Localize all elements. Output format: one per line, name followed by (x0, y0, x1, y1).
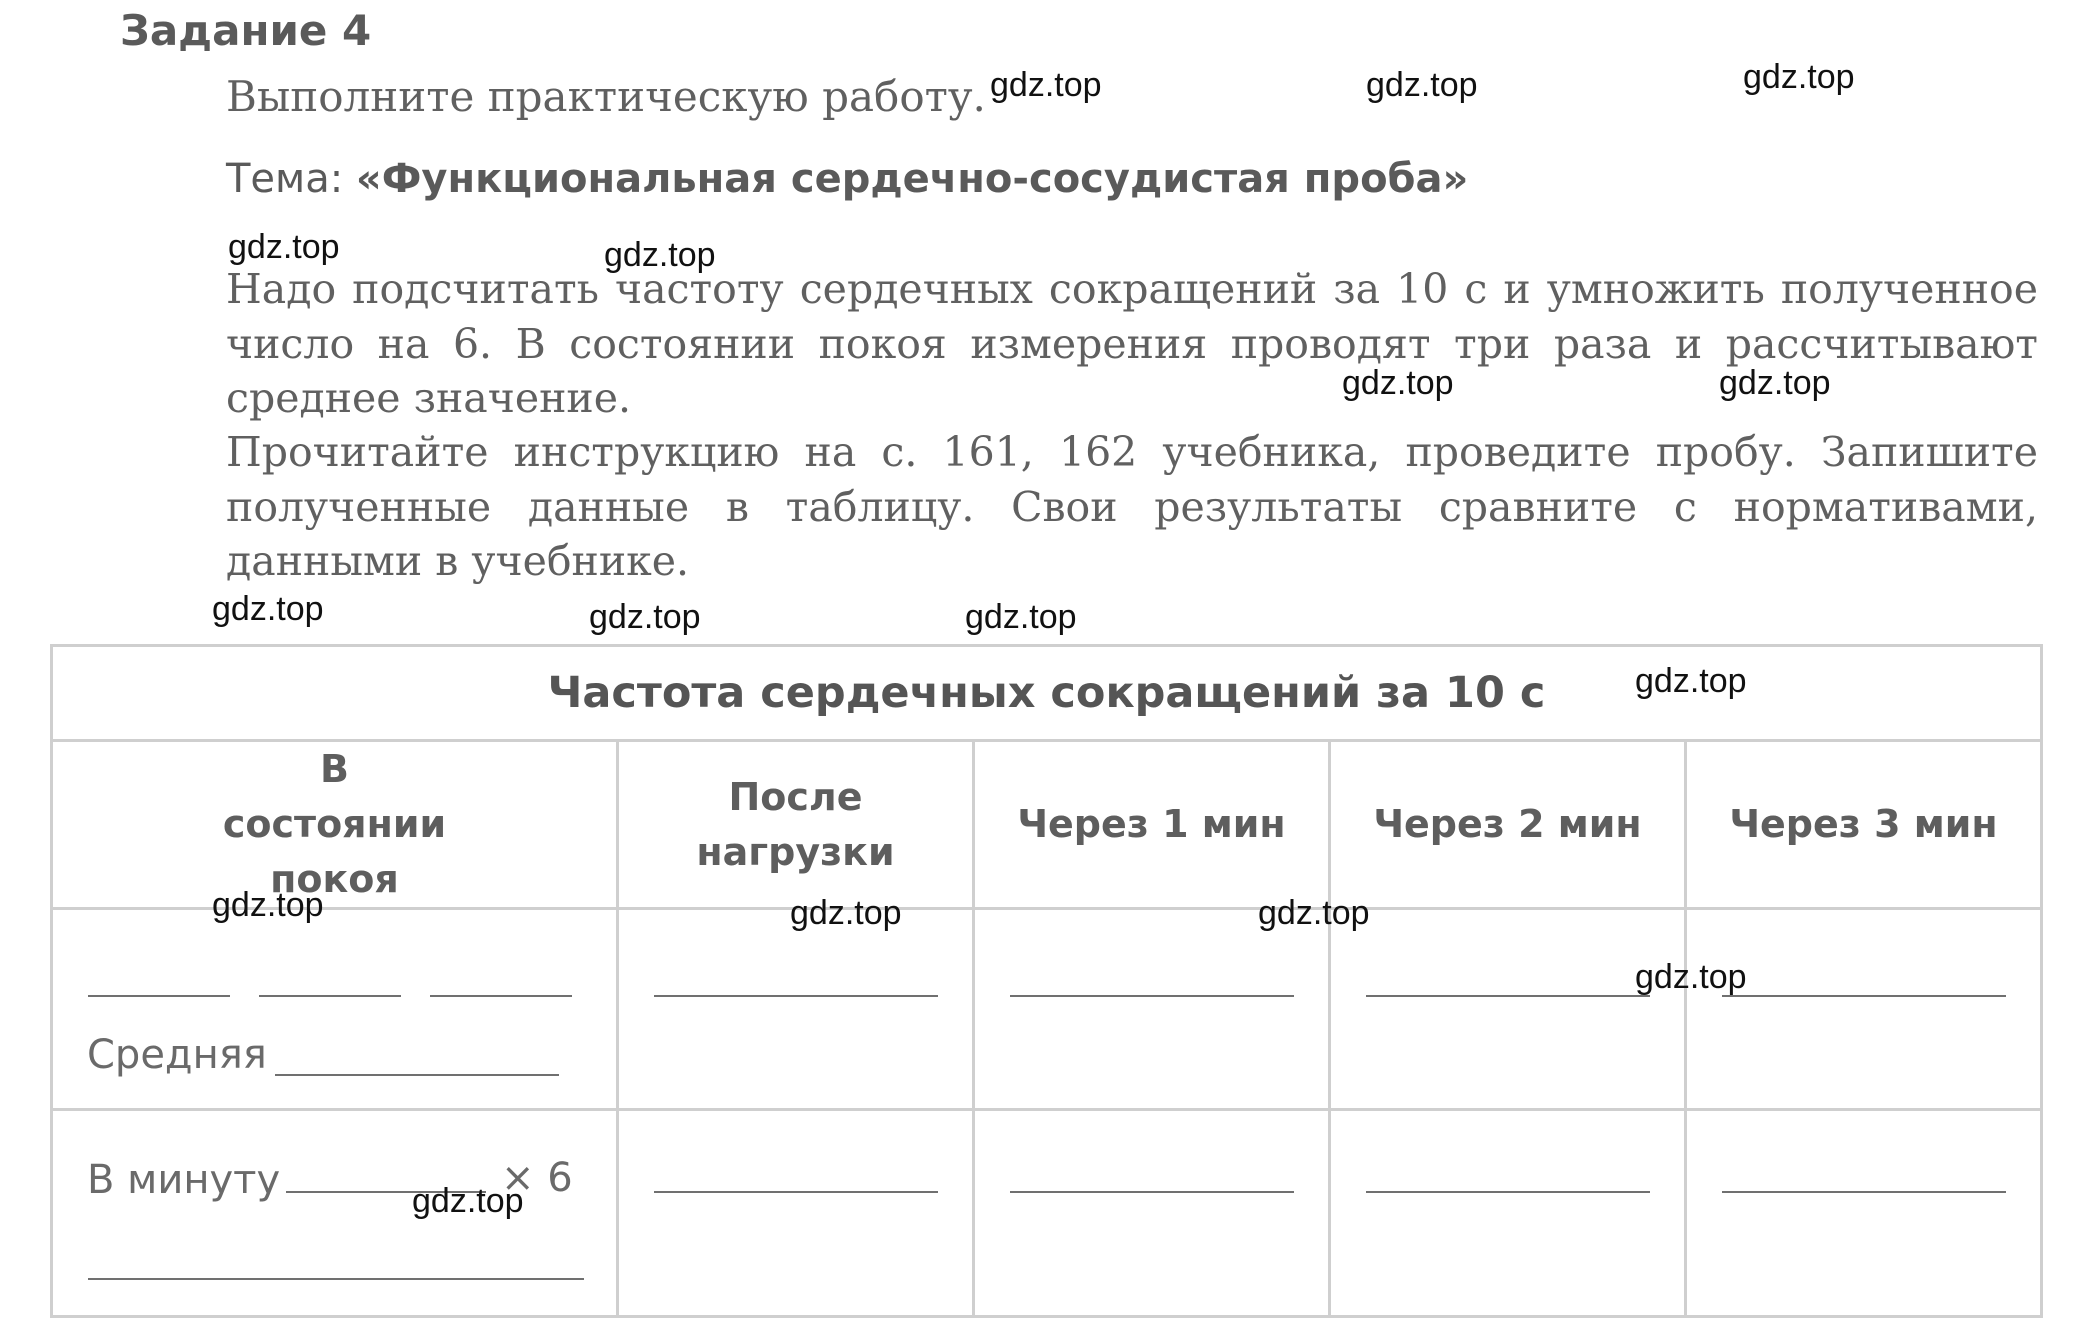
column-header-2min: Через 2 мин (1330, 741, 1686, 909)
after-load-cell (618, 909, 974, 1110)
answer-line[interactable] (654, 995, 938, 997)
watermark: gdz.top (1635, 662, 1747, 700)
watermark: gdz.top (589, 598, 701, 636)
watermark: gdz.top (1258, 894, 1370, 932)
watermark: gdz.top (212, 590, 324, 628)
per-minute-1min-cell (974, 1110, 1330, 1317)
per-minute-2min-cell (1330, 1110, 1686, 1317)
watermark: gdz.top (1342, 364, 1454, 402)
column-header-after-load (618, 741, 974, 909)
task-title: Задание 4 (120, 6, 372, 55)
watermark: gdz.top (790, 894, 902, 932)
watermark: gdz.top (1719, 364, 1831, 402)
paragraph-instructions: Прочитайте инструкцию на с. 161, 162 учебника, проведите пробу. Запишите полученные данные в таблицу. Свои результаты сравните с нормативами, данными в учебнике. (226, 428, 2038, 585)
answer-line[interactable] (1722, 995, 2006, 997)
answer-line[interactable] (1366, 995, 1650, 997)
3min-cell (1686, 909, 2042, 1110)
per-minute-3min-cell (1686, 1110, 2042, 1317)
result-answer-line[interactable] (88, 1278, 584, 1280)
column-header-3min: Через 3 мин (1686, 741, 2042, 909)
average-answer-line[interactable] (275, 1074, 559, 1076)
watermark: gdz.top (1743, 58, 1855, 96)
answer-line[interactable] (654, 1191, 938, 1193)
answer-line[interactable] (1722, 1191, 2006, 1193)
answer-line[interactable] (1010, 1191, 1294, 1193)
watermark: gdz.top (1366, 66, 1478, 104)
watermark: gdz.top (604, 236, 716, 274)
multiplier-label: × 6 (501, 1155, 573, 1201)
answer-line[interactable] (430, 995, 572, 997)
per-minute-label: В минуту (87, 1157, 281, 1203)
column-header-label: После нагрузки (696, 774, 895, 874)
watermark: gdz.top (965, 598, 1077, 636)
topic-heading (226, 156, 1468, 202)
instruction-text: Выполните практическую работу. (226, 72, 986, 121)
per-minute-after-load-cell (618, 1110, 974, 1317)
table-title: Частота сердечных сокращений за 10 с (52, 646, 2042, 741)
watermark: gdz.top (990, 66, 1102, 104)
watermark: gdz.top (212, 886, 324, 924)
answer-line[interactable] (1010, 995, 1294, 997)
topic-prefix: Тема: (226, 156, 356, 202)
column-header-rest (52, 741, 618, 909)
answer-line[interactable] (259, 995, 401, 997)
per-minute-rest-cell (52, 1110, 618, 1317)
2min-cell (1330, 909, 1686, 1110)
topic-name: «Функциональная сердечно-сосудистая проба» (355, 156, 1469, 202)
average-label: Средняя (87, 1032, 267, 1078)
answer-line[interactable] (1366, 1191, 1650, 1193)
watermark: gdz.top (412, 1182, 524, 1220)
1min-cell (974, 909, 1330, 1110)
column-header-label: В состоянии покоя (222, 747, 447, 901)
watermark: gdz.top (228, 228, 340, 266)
answer-line[interactable] (88, 995, 230, 997)
column-header-1min: Через 1 мин (974, 741, 1330, 909)
paragraph-method: Надо подсчитать частоту сердечных сокращений за 10 с и умножить полученное число на 6. В состоянии покоя измерения проводят три раза и рассчитывают среднее значение. (226, 265, 2038, 422)
watermark: gdz.top (1635, 958, 1747, 996)
rest-measurements-cell (52, 909, 618, 1110)
